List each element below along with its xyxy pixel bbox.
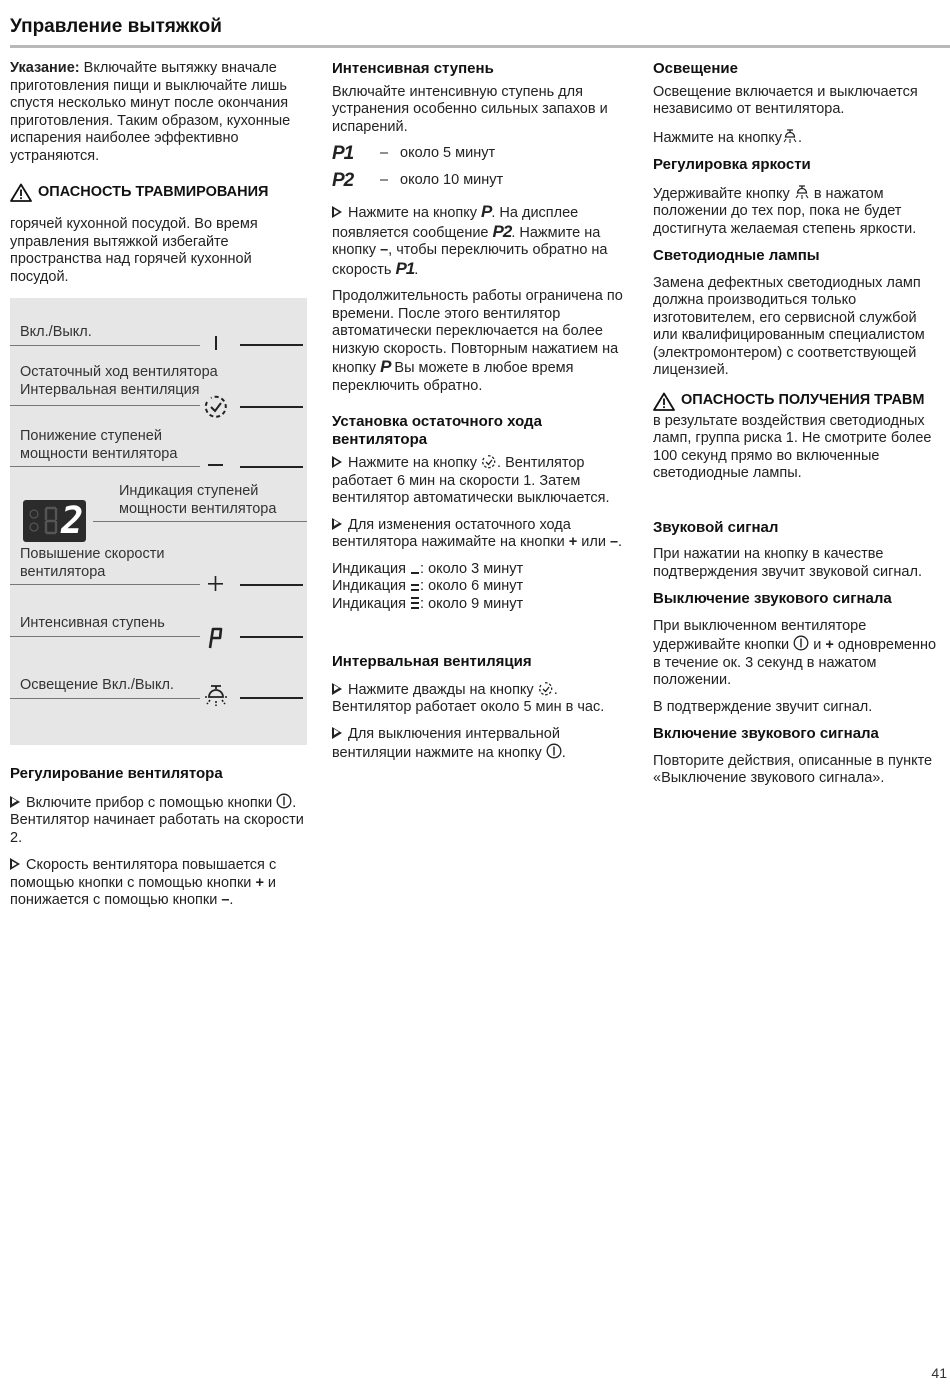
intensive-button-icon[interactable] — [207, 626, 225, 650]
light-press: Нажмите на кнопку . — [653, 129, 803, 146]
indication-item: Индикация : около 3 минут — [332, 560, 524, 577]
control-panel — [10, 298, 307, 745]
warning-heading — [10, 183, 310, 202]
p1-row: P1 – около 5 минут — [332, 143, 496, 164]
fan-control-title: Регулирование вентилятора — [10, 765, 223, 782]
light-text: Освещение включается и выключается независимо от вентилятора. — [653, 83, 918, 117]
fan-level-display — [23, 500, 86, 542]
interval-step: Нажмите дважды на кнопку . Вентилятор работает около 5 мин в час. — [332, 681, 605, 715]
panel-leader-line — [10, 584, 200, 585]
led-warning-text: в результате воздействия светодиодных ламп, группа риска 1. Не смотрите более 100 секунд прямо во включенные светодиодные лампы. — [653, 412, 932, 481]
led-text: Замена дефектных светодиодных ламп должна производиться только изготовителем, его сервисной службой или квалифицированным специалистом (электромонтером) с соответствующей лицензией. — [653, 274, 925, 378]
arrow-icon — [332, 727, 342, 739]
warning-title: ОПАСНОСТЬ ТРАВМИРОВАНИЯ — [38, 183, 269, 200]
sound-off-title: Выключение звукового сигнала — [653, 590, 892, 607]
sound-on-title: Включение звукового сигнала — [653, 725, 879, 742]
warning-icon — [653, 392, 675, 411]
light-button-icon[interactable] — [203, 682, 229, 710]
power-icon — [276, 793, 292, 809]
display-value: 2 — [61, 499, 84, 542]
button-line-on-off — [240, 344, 303, 346]
minus-button-icon[interactable] — [208, 458, 224, 468]
intensive-text: Включайте интенсивную ступень для устранения особенно сильных запахов и испарений. — [332, 83, 608, 135]
sound-off-confirm: В подтверждение звучит сигнал. — [653, 698, 873, 715]
interval-off: Для выключения интервальной вентиляции нажмите на кнопку . — [332, 725, 566, 761]
brightness-text: Удерживайте кнопку в нажатом положении до тех пор, пока не будет достигнута желаемая степень яркости. — [653, 185, 917, 237]
indication-item: Индикация : около 6 минут — [332, 578, 524, 594]
afterrun-step: Нажмите на кнопку . Вентилятор работает 6 мин на скорости 1. Затем вентилятор автоматически выключается. — [332, 455, 610, 506]
sound-text: При нажатии на кнопку в качестве подтверждения звучит звуковой сигнал. — [653, 546, 922, 580]
panel-label-light: Освещение Вкл./Выкл. — [20, 677, 174, 693]
indication-1-icon — [410, 561, 420, 575]
afterrun-button-icon[interactable] — [202, 394, 230, 420]
afterrun-title: Установка остаточного хода вентилятора — [332, 413, 542, 448]
fan-control-section — [10, 765, 310, 919]
panel-label-intensive: Интенсивная ступень — [20, 615, 165, 631]
column-1 — [10, 60, 310, 295]
note-paragraph — [10, 60, 310, 165]
afterrun-icon — [538, 681, 554, 696]
light-icon — [782, 128, 798, 144]
fan-control-step-1: Включите прибор с помощью кнопки . Вентилятор начинает работать на скорости 2. — [10, 794, 304, 846]
warning-text: горячей кухонной посудой. Во время управления вытяжкой избегайте пространства над горячей кухонной посудой. — [10, 216, 258, 285]
button-line-intensive — [240, 636, 303, 638]
page-number: 41 — [931, 1365, 947, 1381]
sound-title: Звуковой сигнал — [653, 518, 779, 536]
title-rule — [10, 45, 950, 48]
indication-2-icon — [410, 578, 420, 592]
panel-leader-line — [10, 405, 200, 406]
panel-leader-line — [93, 521, 307, 522]
warning-icon — [10, 183, 32, 202]
panel-label-increase: Повышение скорости вентилятора — [20, 546, 165, 580]
button-line-decrease — [240, 466, 303, 468]
power-button-icon[interactable] — [210, 334, 222, 352]
arrow-icon — [332, 206, 342, 218]
arrow-icon — [332, 518, 342, 530]
power-icon — [546, 743, 562, 759]
afterrun-change: Для изменения остаточного хода вентилятора нажимайте на кнопки + или –. — [332, 516, 623, 550]
intensive-duration: Продолжительность работы ограничена по времени. После этого вентилятор автоматически переключается на более низкую скорость. Повторным нажатием на кнопку P Вы можете в любое время переключить обратно. — [332, 288, 623, 394]
panel-label-decrease: Понижение ступеней мощности вентилятора — [20, 428, 178, 462]
led-warning-heading — [653, 392, 945, 411]
sound-off-text: При выключенном вентиляторе удерживайте кнопки и + одновременно в течение ок. 3 секунд в нажатом положении. — [653, 617, 937, 688]
column-3 — [653, 60, 945, 797]
note-text: Включайте вытяжку вначале приготовления пищи и выключайте лишь спустя несколько минут после окончания приготовления. Таким образом, кухонные испарения наиболее эффективно устраняются. — [10, 60, 291, 164]
button-line-light — [240, 697, 303, 699]
panel-leader-line — [10, 345, 200, 346]
panel-label-indication: Индикация ступеней мощности вентилятора — [119, 483, 277, 517]
intensive-step: Нажмите на кнопку P. На дисплее появляется сообщение P2. Нажмите на кнопку –, чтобы переключить обратно на скорость P1. — [332, 202, 608, 278]
afterrun-icon — [481, 454, 497, 469]
light-icon — [794, 184, 810, 200]
intensive-title: Интенсивная ступень — [332, 60, 494, 77]
plus-button-icon[interactable] — [208, 576, 224, 592]
note-label: Указание: — [10, 60, 80, 76]
interval-title: Интервальная вентиляция — [332, 653, 532, 670]
arrow-icon — [332, 456, 342, 468]
page-title: Управление вытяжкой — [10, 16, 222, 37]
column-2 — [332, 60, 632, 772]
fan-control-step-2: Скорость вентилятора повышается с помощью кнопки с помощью кнопки + и понижается с помощью кнопки –. — [10, 857, 277, 908]
indication-list — [332, 561, 632, 614]
sound-on-text: Повторите действия, описанные в пункте «Выключение звукового сигнала». — [653, 752, 933, 786]
arrow-icon — [10, 796, 20, 808]
led-warning-title: ОПАСНОСТЬ ПОЛУЧЕНИЯ ТРАВМ — [681, 392, 925, 409]
panel-leader-line — [10, 698, 200, 699]
panel-label-on-off: Вкл./Выкл. — [20, 324, 92, 340]
power-icon — [793, 635, 809, 651]
panel-leader-line — [10, 466, 200, 467]
brightness-title: Регулировка яркости — [653, 156, 811, 173]
arrow-icon — [332, 683, 342, 695]
panel-leader-line — [10, 636, 200, 637]
indication-item: Индикация : около 9 минут — [332, 595, 524, 612]
p2-row: P2 – около 10 минут — [332, 169, 504, 191]
arrow-icon — [10, 858, 20, 870]
panel-label-afterrun: Остаточный ход вентилятора Интервальная вентиляция — [20, 364, 218, 398]
light-title: Освещение — [653, 60, 738, 77]
indication-3-icon — [410, 596, 420, 610]
led-title: Светодиодные лампы — [653, 247, 820, 264]
button-line-afterrun — [240, 406, 303, 408]
button-line-increase — [240, 584, 303, 586]
